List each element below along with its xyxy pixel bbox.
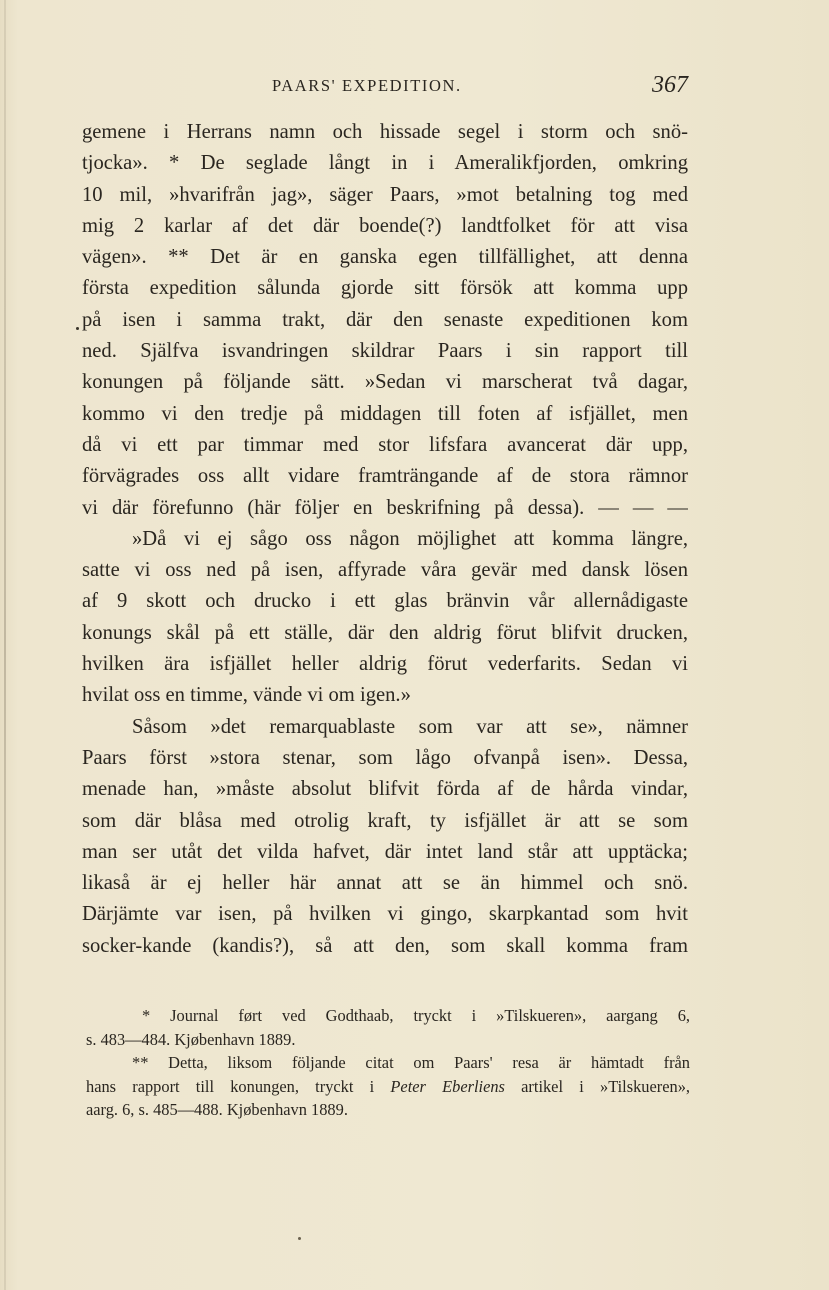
- text-line: vägen». ** Det är en ganska egen tillfällighet, att denna: [82, 246, 688, 269]
- page-gutter-shadow: [4, 0, 6, 1290]
- text-line: tjocka». * De seglade långt in i Ameralikfjorden, omkring: [82, 152, 688, 175]
- text-line: första expedition sålunda gjorde sitt försök att komma upp: [82, 277, 688, 300]
- text-line: satte vi oss ned på isen, affyrade våra gevär med dansk lösen: [82, 559, 688, 582]
- footnote-2-line: [86, 1075, 690, 1099]
- body-text: [82, 117, 688, 962]
- text-line: mig 2 karlar af det där boende(?) landtfolket för att visa: [82, 214, 688, 237]
- text-line: ned. Själfva isvandringen skildrar Paars i sin rapport till: [82, 340, 688, 363]
- footnote-1-line: s. 483—484. Kjøbenhavn 1889.: [86, 1029, 296, 1049]
- stray-print-mark: [76, 327, 79, 330]
- text-line: socker-kande (kandis?), så att den, som skall komma fram: [82, 934, 688, 957]
- text-line: konungen på följande sätt. »Sedan vi marscherat två dagar,: [82, 371, 688, 394]
- text-line: som där blåsa med otrolig kraft, ty isfjället är att se som: [82, 809, 688, 832]
- page-number: 367: [652, 72, 688, 98]
- text-line: man ser utåt det vilda hafvet, där intet land står att upptäcka;: [82, 840, 688, 863]
- text-line: förvägrades oss allt vidare framträngande af de stora rämnor: [82, 465, 688, 488]
- text-line: konungs skål på ett ställe, där den aldrig förut blifvit drucken,: [82, 621, 688, 644]
- text-line: hvilken ära isfjället heller aldrig förut vederfarits. Sedan vi: [82, 653, 688, 676]
- text-line: Paars först »stora stenar, som lågo ofvanpå isen». Dessa,: [82, 746, 688, 769]
- text-line: likaså är ej heller här annat att se än himmel och snö.: [82, 872, 688, 895]
- text-line: gemene i Herrans namn och hissade segel i storm och snö-: [82, 121, 688, 143]
- text-line: på isen i samma trakt, där den senaste expeditionen kom: [82, 308, 688, 331]
- text-line: af 9 skott och drucko i ett glas bränvin vår allernådigaste: [82, 590, 688, 613]
- footnote-2-line: aarg. 6, s. 485—488. Kjøbenhavn 1889.: [86, 1100, 348, 1119]
- text-line: Såsom »det remarquablaste som var att se», nämner: [132, 715, 688, 738]
- footnote-2-line: ** Detta, liksom följande citat om Paars' resa är hämtadt från: [132, 1053, 690, 1072]
- text-line: menade han, »måste absolut blifvit förda af de hårda vindar,: [82, 778, 688, 801]
- stray-print-mark: [298, 1237, 301, 1240]
- text-line: »Då vi ej sågo oss någon möjlighet att komma längre,: [132, 527, 688, 550]
- text-line: 10 mil, »hvarifrån jag», säger Paars, »mot betalning tog med: [82, 183, 688, 206]
- text-line: vi där förefunno (här följer en beskrifning på dessa). — — —: [82, 496, 688, 519]
- running-title: PAARS' EXPEDITION.: [272, 76, 462, 95]
- text-line: då vi ett par timmar med stor lifsfara avancerat där upp,: [82, 433, 688, 456]
- footnote-2-text: hans rapport till konungen, tryckt i: [86, 1076, 391, 1096]
- page-header: [82, 72, 688, 102]
- footnote-1-line: * Journal ført ved Godthaab, tryckt i »Tilskueren», aargang 6,: [142, 1006, 690, 1025]
- footnote-2-text: artikel i »Tilskueren»,: [504, 1076, 690, 1096]
- footnote-2-author: Peter Eberliens: [390, 1076, 505, 1096]
- footnotes: [86, 1004, 690, 1122]
- text-line: kommo vi den tredje på middagen till foten af isfjället, men: [82, 402, 688, 425]
- text-line: hvilat oss en timme, vände vi om igen.»: [82, 684, 411, 707]
- text-line: Därjämte var isen, på hvilken vi gingo, skarpkantad som hvit: [82, 903, 688, 926]
